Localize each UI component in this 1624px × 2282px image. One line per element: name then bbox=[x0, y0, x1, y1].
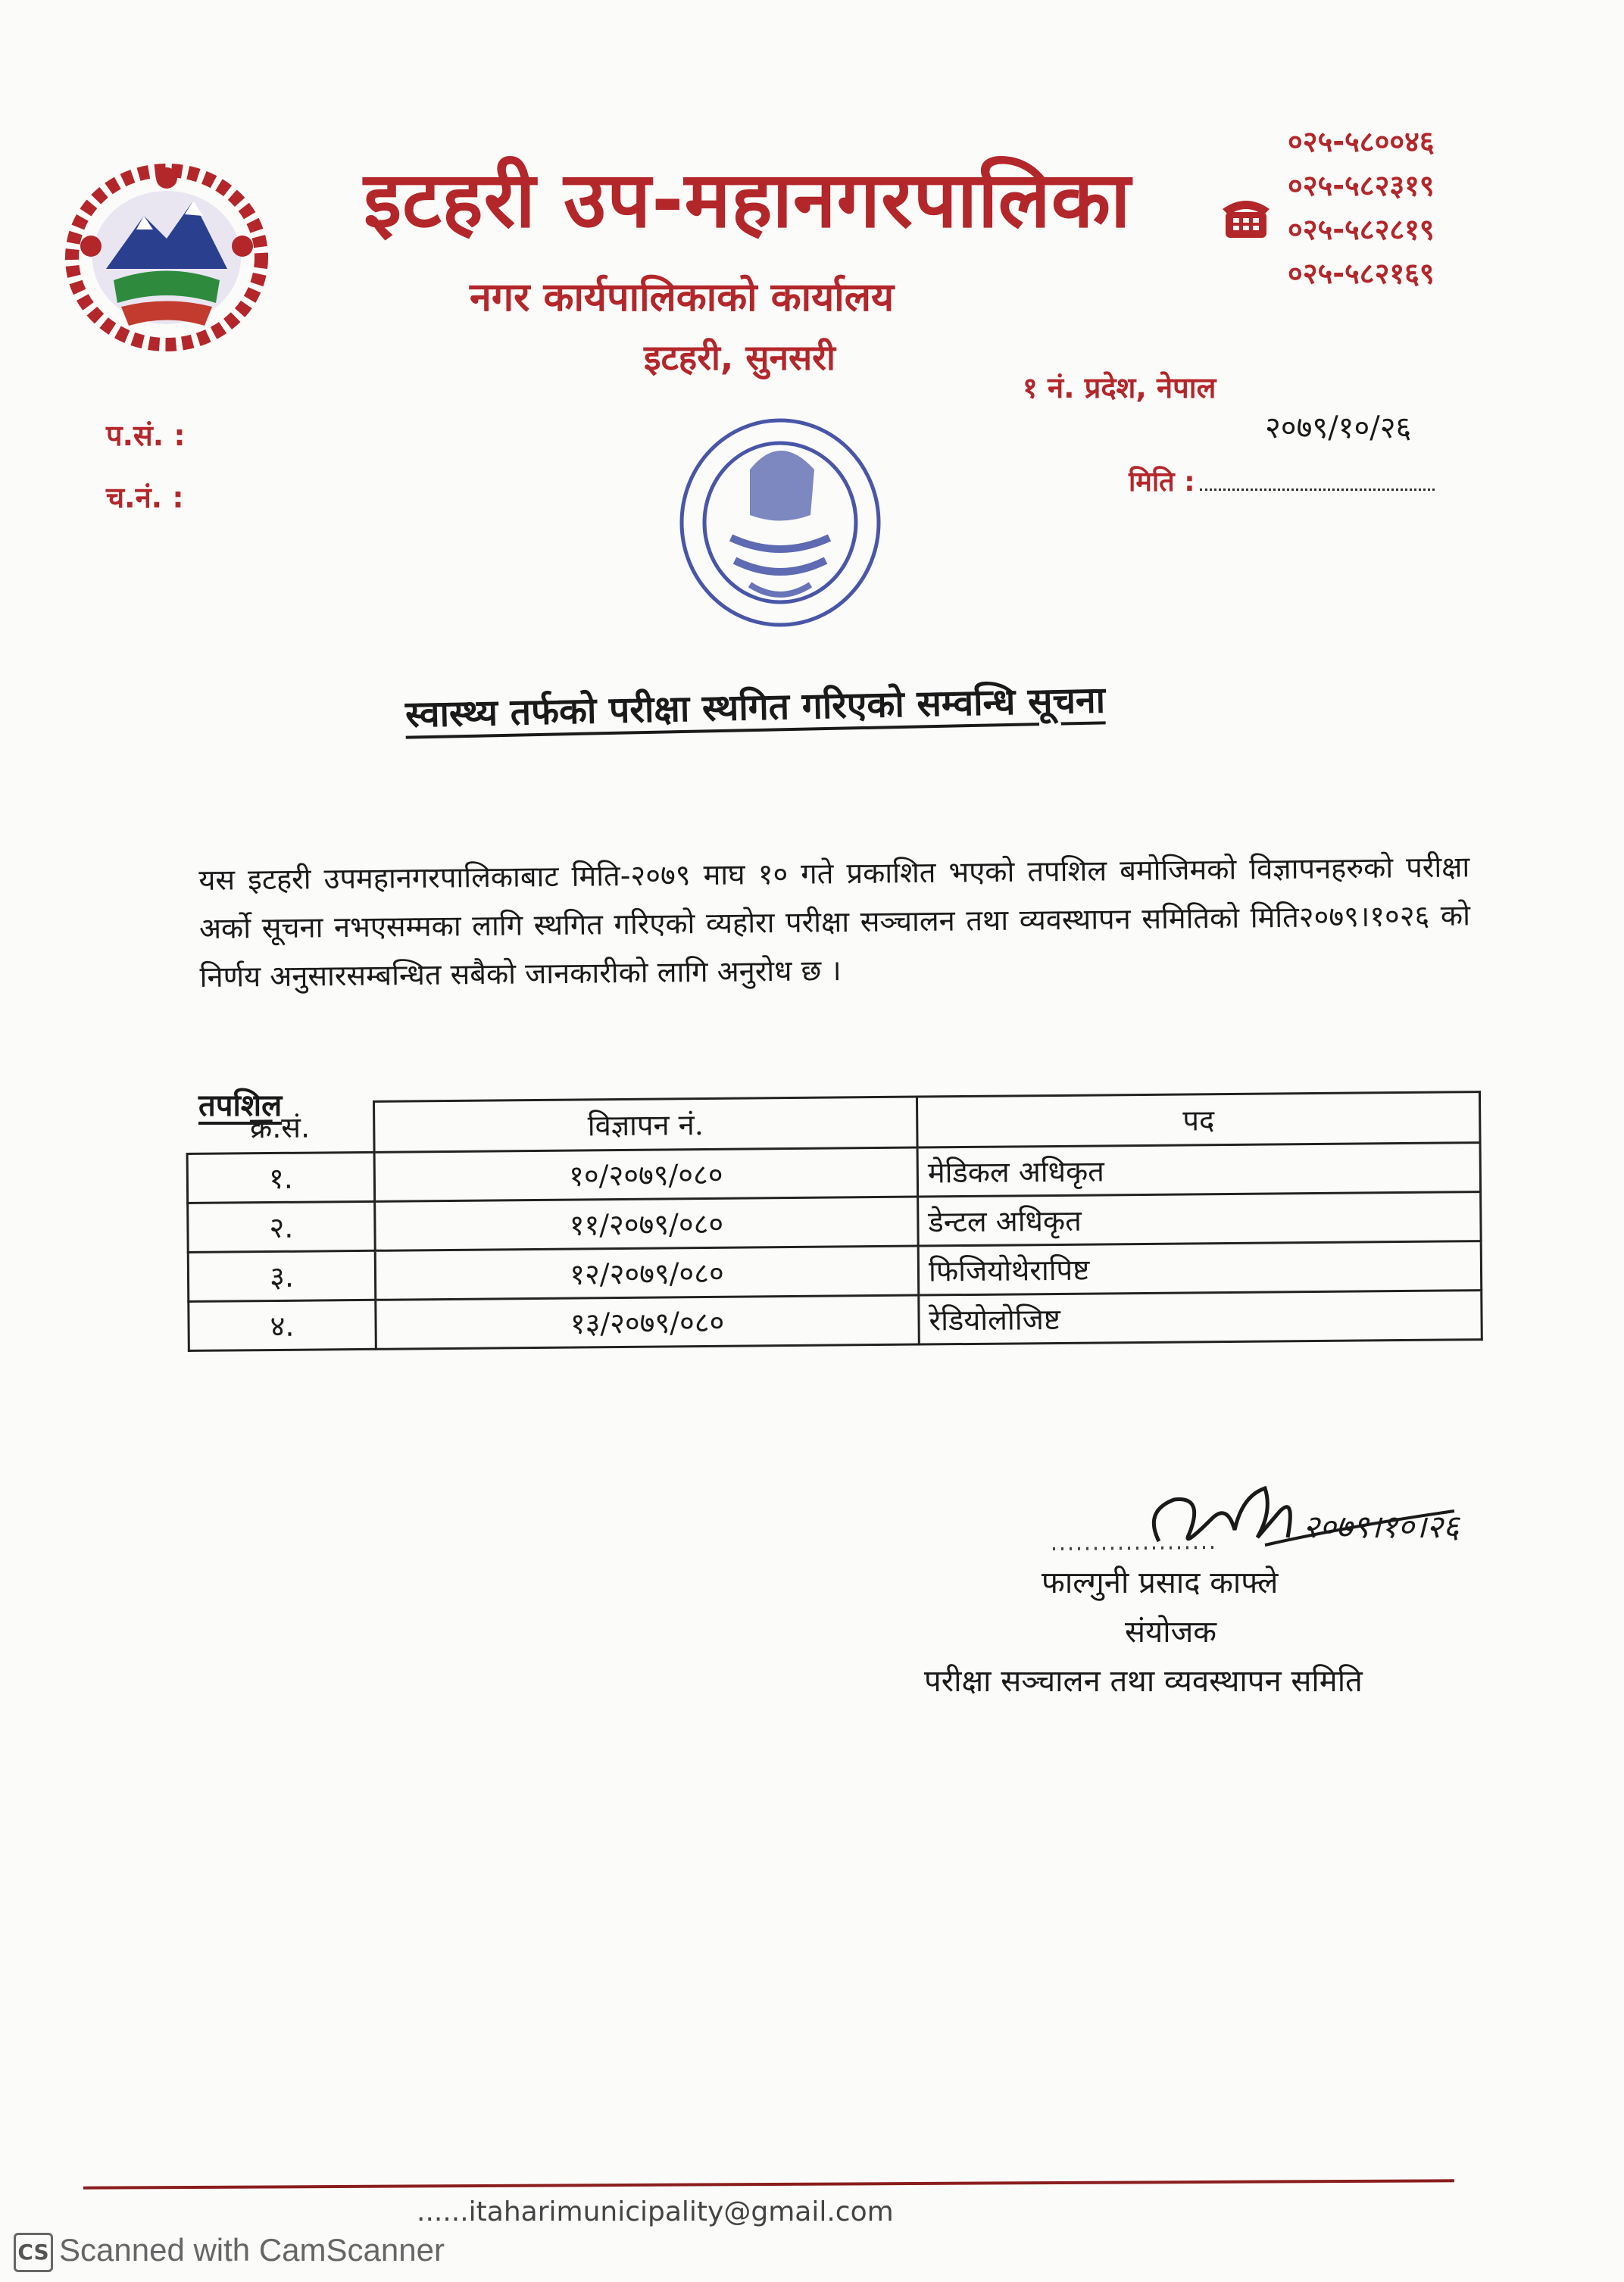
table-cell-post: रेडियोलोजिष्ट bbox=[919, 1291, 1482, 1344]
table-header-advert-no: विज्ञापन नं. bbox=[374, 1097, 918, 1152]
table-cell-post: मेडिकल अधिकृत bbox=[917, 1143, 1481, 1197]
province-label: १ नं. प्रदेश, नेपाल bbox=[1023, 371, 1216, 404]
telephone-icon bbox=[1220, 189, 1273, 242]
table-cell-serial: २. bbox=[188, 1201, 376, 1252]
scanner-watermark-text: Scanned with CamScanner bbox=[59, 2232, 445, 2268]
table-cell-serial: ३. bbox=[188, 1250, 376, 1301]
table-caption: तपशिल bbox=[198, 1088, 283, 1123]
office-title: इटहरी उप-महानगरपालिका bbox=[364, 155, 1132, 245]
table-cell-advert-no: १२/२०७९/०८० bbox=[375, 1246, 919, 1300]
table-header-serial: क्र.सं. bbox=[187, 1101, 375, 1153]
table-cell-post: डेन्टल अधिकृत bbox=[918, 1192, 1482, 1246]
vacancy-table bbox=[186, 1091, 1483, 1352]
office-location: इटहरी, सुनसरी bbox=[644, 337, 835, 378]
table-cell-advert-no: ११/२०७९/०८० bbox=[375, 1197, 919, 1250]
committee-name: परीक्षा सञ्चालन तथा व्यवस्थापन समिति bbox=[924, 1664, 1363, 1699]
notice-title: स्वास्थ्य तर्फको परीक्षा स्थगित गरिएको सम्वन्धि सूचना bbox=[404, 679, 1106, 736]
camscanner-logo-icon: CS bbox=[14, 2233, 53, 2272]
reference-number-label: प.सं. : bbox=[106, 419, 186, 452]
phone-number: ०२५-५८२१६९ bbox=[1288, 257, 1435, 290]
office-stamp bbox=[667, 409, 894, 644]
table-cell-advert-no: १०/२०७९/०८० bbox=[374, 1147, 918, 1201]
handwritten-signature bbox=[1045, 1466, 1469, 1572]
signatory-name: फाल्गुनी प्रसाद काफ्ले bbox=[1042, 1566, 1279, 1600]
table-row bbox=[189, 1291, 1482, 1351]
svg-text:२०७९।१०।२६: २०७९।१०।२६ bbox=[1303, 1508, 1460, 1545]
footer-rule bbox=[83, 2179, 1454, 2189]
date-label: मिति : bbox=[1129, 467, 1195, 498]
table-cell-post: फिजियोथेरापिष्ट bbox=[918, 1241, 1482, 1295]
phone-number: ०२५-५८२८१९ bbox=[1288, 213, 1435, 246]
footer-email: ......itaharimunicipality@gmail.com bbox=[417, 2196, 894, 2227]
phone-number: ०२५-५८००४६ bbox=[1288, 125, 1435, 158]
office-subtitle: नगर कार्यपालिकाको कार्यालय bbox=[470, 275, 895, 320]
table-header-post: पद bbox=[917, 1092, 1480, 1147]
table-cell-serial: १. bbox=[187, 1152, 375, 1203]
date-field bbox=[1129, 462, 1435, 499]
dispatch-number-label: च.नं. : bbox=[106, 481, 184, 514]
nepal-emblem-icon bbox=[61, 155, 273, 352]
phone-list bbox=[1288, 120, 1435, 295]
notice-body: यस इटहरी उपमहानगरपालिकाबाट मिति-२०७९ माघ १० गते प्रकाशित भएको तपशिल बमोजिमको विज्ञापनहरुको परीक्षा अर्को सूचना नभएसम्मका लागि स्थगित गरिएको व्यहोरा परीक्षा सञ्चालन तथा व्यवस्थापन समितिको मिति२०७९।१०२६ को निर्णय अनुसारसम्बन्धित सबैको जानकारीको लागि अनुरोध छ । bbox=[198, 850, 1471, 994]
phone-number: ०२५-५८२३१९ bbox=[1288, 169, 1435, 202]
handwritten-date: २०७९/१०/२६ bbox=[1265, 411, 1412, 445]
signatory-role: संयोजक bbox=[1125, 1615, 1216, 1650]
table-cell-advert-no: १३/२०७९/०८० bbox=[376, 1295, 920, 1349]
date-dotted-line bbox=[1200, 469, 1435, 491]
table-cell-serial: ४. bbox=[189, 1300, 376, 1350]
